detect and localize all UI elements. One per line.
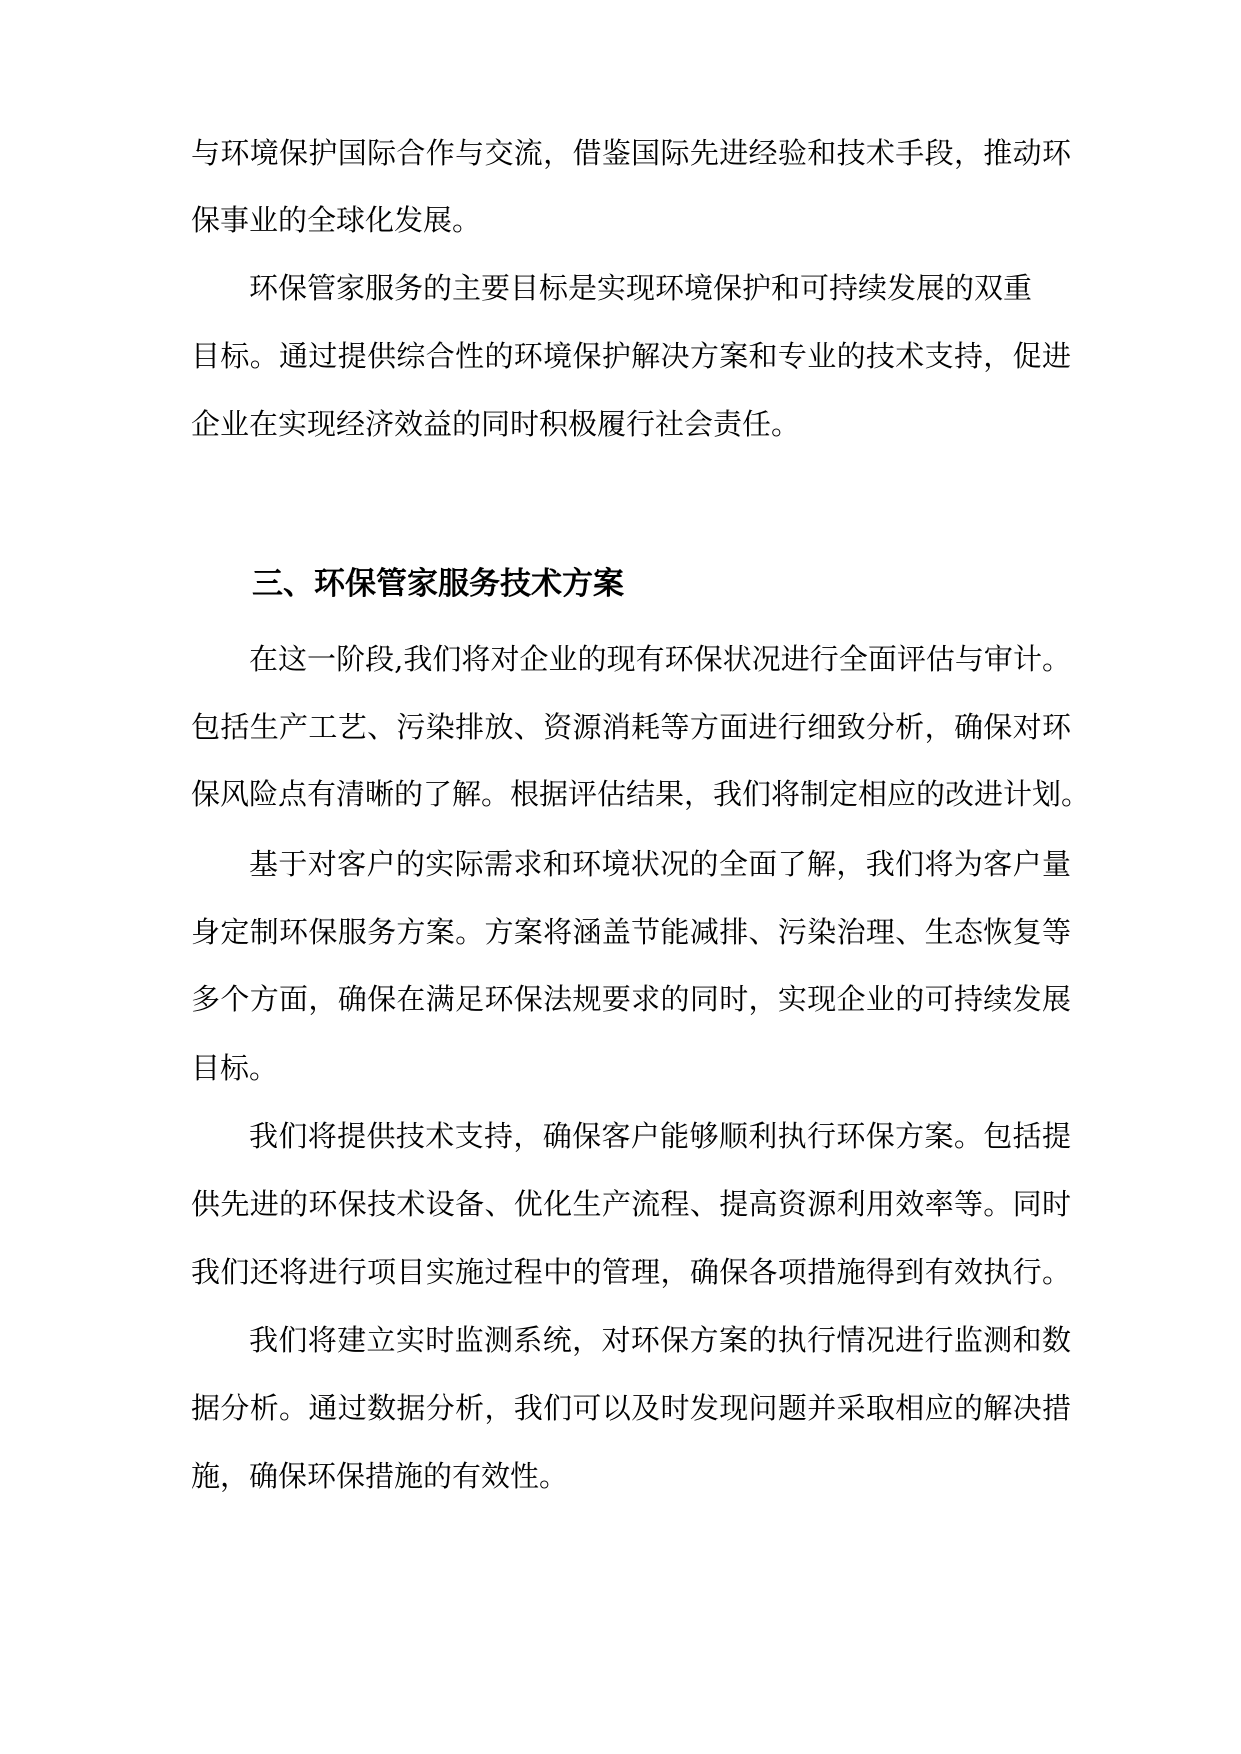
text-line: 包括生产工艺、污染排放、资源消耗等方面进行细致分析，确保对环 [191,710,1071,744]
section-heading: 三、环保管家服务技术方案 [252,566,624,602]
text-line: 我们还将进行项目实施过程中的管理，确保各项措施得到有效执行。 [191,1255,1071,1289]
text-line: 供先进的环保技术设备、优化生产流程、提高资源利用效率等。同时 [191,1187,1071,1221]
text-line: 保风险点有清晰的了解。根据评估结果，我们将制定相应的改进计划。 [191,777,1091,811]
text-line: 施，确保环保措施的有效性。 [191,1459,569,1493]
text-line: 我们将建立实时监测系统，对环保方案的执行情况进行监测和数 [249,1323,1071,1357]
text-line: 与环境保护国际合作与交流，借鉴国际先进经验和技术手段，推动环 [191,136,1071,170]
text-line: 目标。 [191,1051,279,1085]
text-line: 多个方面，确保在满足环保法规要求的同时，实现企业的可持续发展 [191,982,1071,1016]
text-line: 在这一阶段,我们将对企业的现有环保状况进行全面评估与审计。 [249,642,1071,676]
text-line: 据分析。通过数据分析，我们可以及时发现问题并采取相应的解决措 [191,1391,1071,1425]
text-line: 身定制环保服务方案。方案将涵盖节能减排、污染治理、生态恢复等 [191,915,1071,949]
text-line: 基于对客户的实际需求和环境状况的全面了解，我们将为客户量 [249,847,1071,881]
text-line: 我们将提供技术支持，确保客户能够顺利执行环保方案。包括提 [249,1119,1071,1153]
text-line: 环保管家服务的主要目标是实现环境保护和可持续发展的双重 [249,271,1033,305]
text-line: 目标。通过提供综合性的环境保护解决方案和专业的技术支持，促进 [191,339,1071,373]
text-line: 保事业的全球化发展。 [191,203,482,237]
text-line: 企业在实现经济效益的同时积极履行社会责任。 [191,407,801,441]
